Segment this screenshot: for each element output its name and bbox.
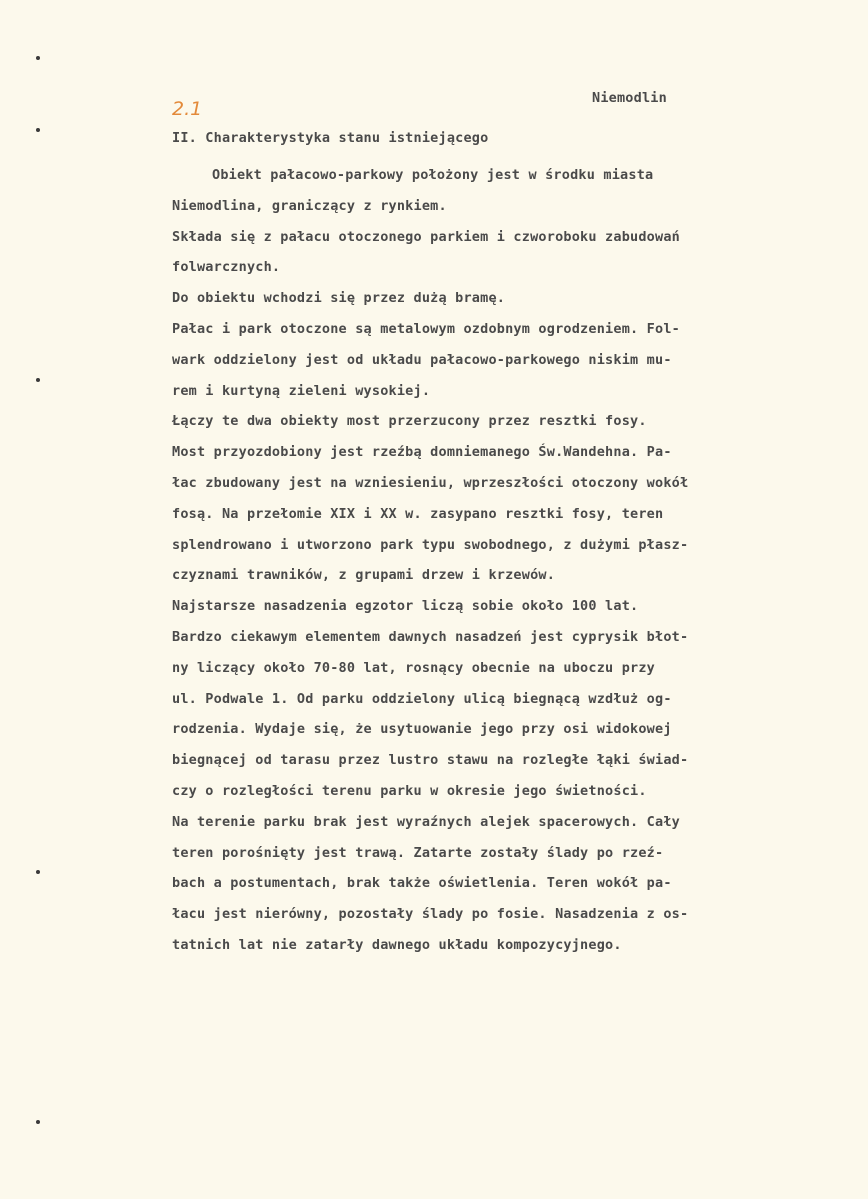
body-text <box>172 160 842 961</box>
text-line: czy o rozległości terenu parku w okresie jego świetności. <box>172 782 647 799</box>
text-line: teren porośnięty jest trawą. Zatarte zostały ślady po rzeź- <box>172 844 664 861</box>
text-line: rem i kurtyną zieleni wysokiej. <box>172 382 431 399</box>
text-line: bach a postumentach, brak także oświetlenia. Teren wokół pa- <box>172 875 672 892</box>
text-line: Składa się z pałacu otoczonego parkiem i czworoboku zabudowań <box>172 228 680 245</box>
punch-hole-mark <box>36 1120 40 1124</box>
text-line: tatnich lat nie zatarły dawnego układu kompozycyjnego. <box>172 936 622 953</box>
text-line: Obiekt pałacowo-parkowy położony jest w środku miasta <box>212 167 654 183</box>
location-heading: Niemodlin <box>592 90 667 106</box>
text-line: biegnącej od tarasu przez lustro stawu na rozległe łąki świad- <box>172 752 689 769</box>
text-line: folwarcznych. <box>172 259 281 276</box>
text-line: Bardzo ciekawym elementem dawnych nasadzeń jest cyprysik błot- <box>172 628 689 645</box>
text-line: łacu jest nierówny, pozostały ślady po fosie. Nasadzenia z os- <box>172 906 689 923</box>
punch-hole-mark <box>36 56 40 60</box>
text-line: Łączy te dwa obiekty most przerzucony przez resztki fosy. <box>172 413 647 430</box>
text-line: Niemodlina, graniczący z rynkiem. <box>172 197 447 214</box>
handwritten-page-number: 2.1 <box>172 98 203 120</box>
text-line: ny liczący około 70-80 lat, rosnący obecnie na uboczu przy <box>172 659 656 676</box>
text-line: Najstarsze nasadzenia egzotor liczą sobie około 100 lat. <box>172 598 639 615</box>
text-line: rodzenia. Wydaje się, że usytuowanie jego przy osi widokowej <box>172 721 672 738</box>
text-line: splendrowano i utworzono park typu swobodnego, z dużymi płasz- <box>172 536 689 553</box>
text-line: łac zbudowany jest na wzniesieniu, wprzeszłości otoczony wokół <box>172 474 689 491</box>
section-title: II. Charakterystyka stanu istniejącego <box>172 130 489 146</box>
text-line: wark oddzielony jest od układu pałacowo-parkowego niskim mu- <box>172 351 672 368</box>
punch-hole-mark <box>36 128 40 132</box>
text-line: ul. Podwale 1. Od parku oddzielony ulicą biegnącą wzdłuż og- <box>172 690 672 707</box>
text-line: fosą. Na przełomie XIX i XX w. zasypano resztki fosy, teren <box>172 505 664 522</box>
text-line: Do obiektu wchodzi się przez dużą bramę. <box>172 290 506 307</box>
punch-hole-mark <box>36 870 40 874</box>
text-line: czyznami trawników, z grupami drzew i krzewów. <box>172 567 556 584</box>
text-line: Pałac i park otoczone są metalowym ozdobnym ogrodzeniem. Fol- <box>172 320 680 337</box>
text-line: Na terenie parku brak jest wyraźnych alejek spacerowych. Cały <box>172 813 680 830</box>
punch-hole-mark <box>36 378 40 382</box>
text-line: Most przyozdobiony jest rzeźbą domniemanego Św.Wandehna. Pa- <box>172 444 672 461</box>
